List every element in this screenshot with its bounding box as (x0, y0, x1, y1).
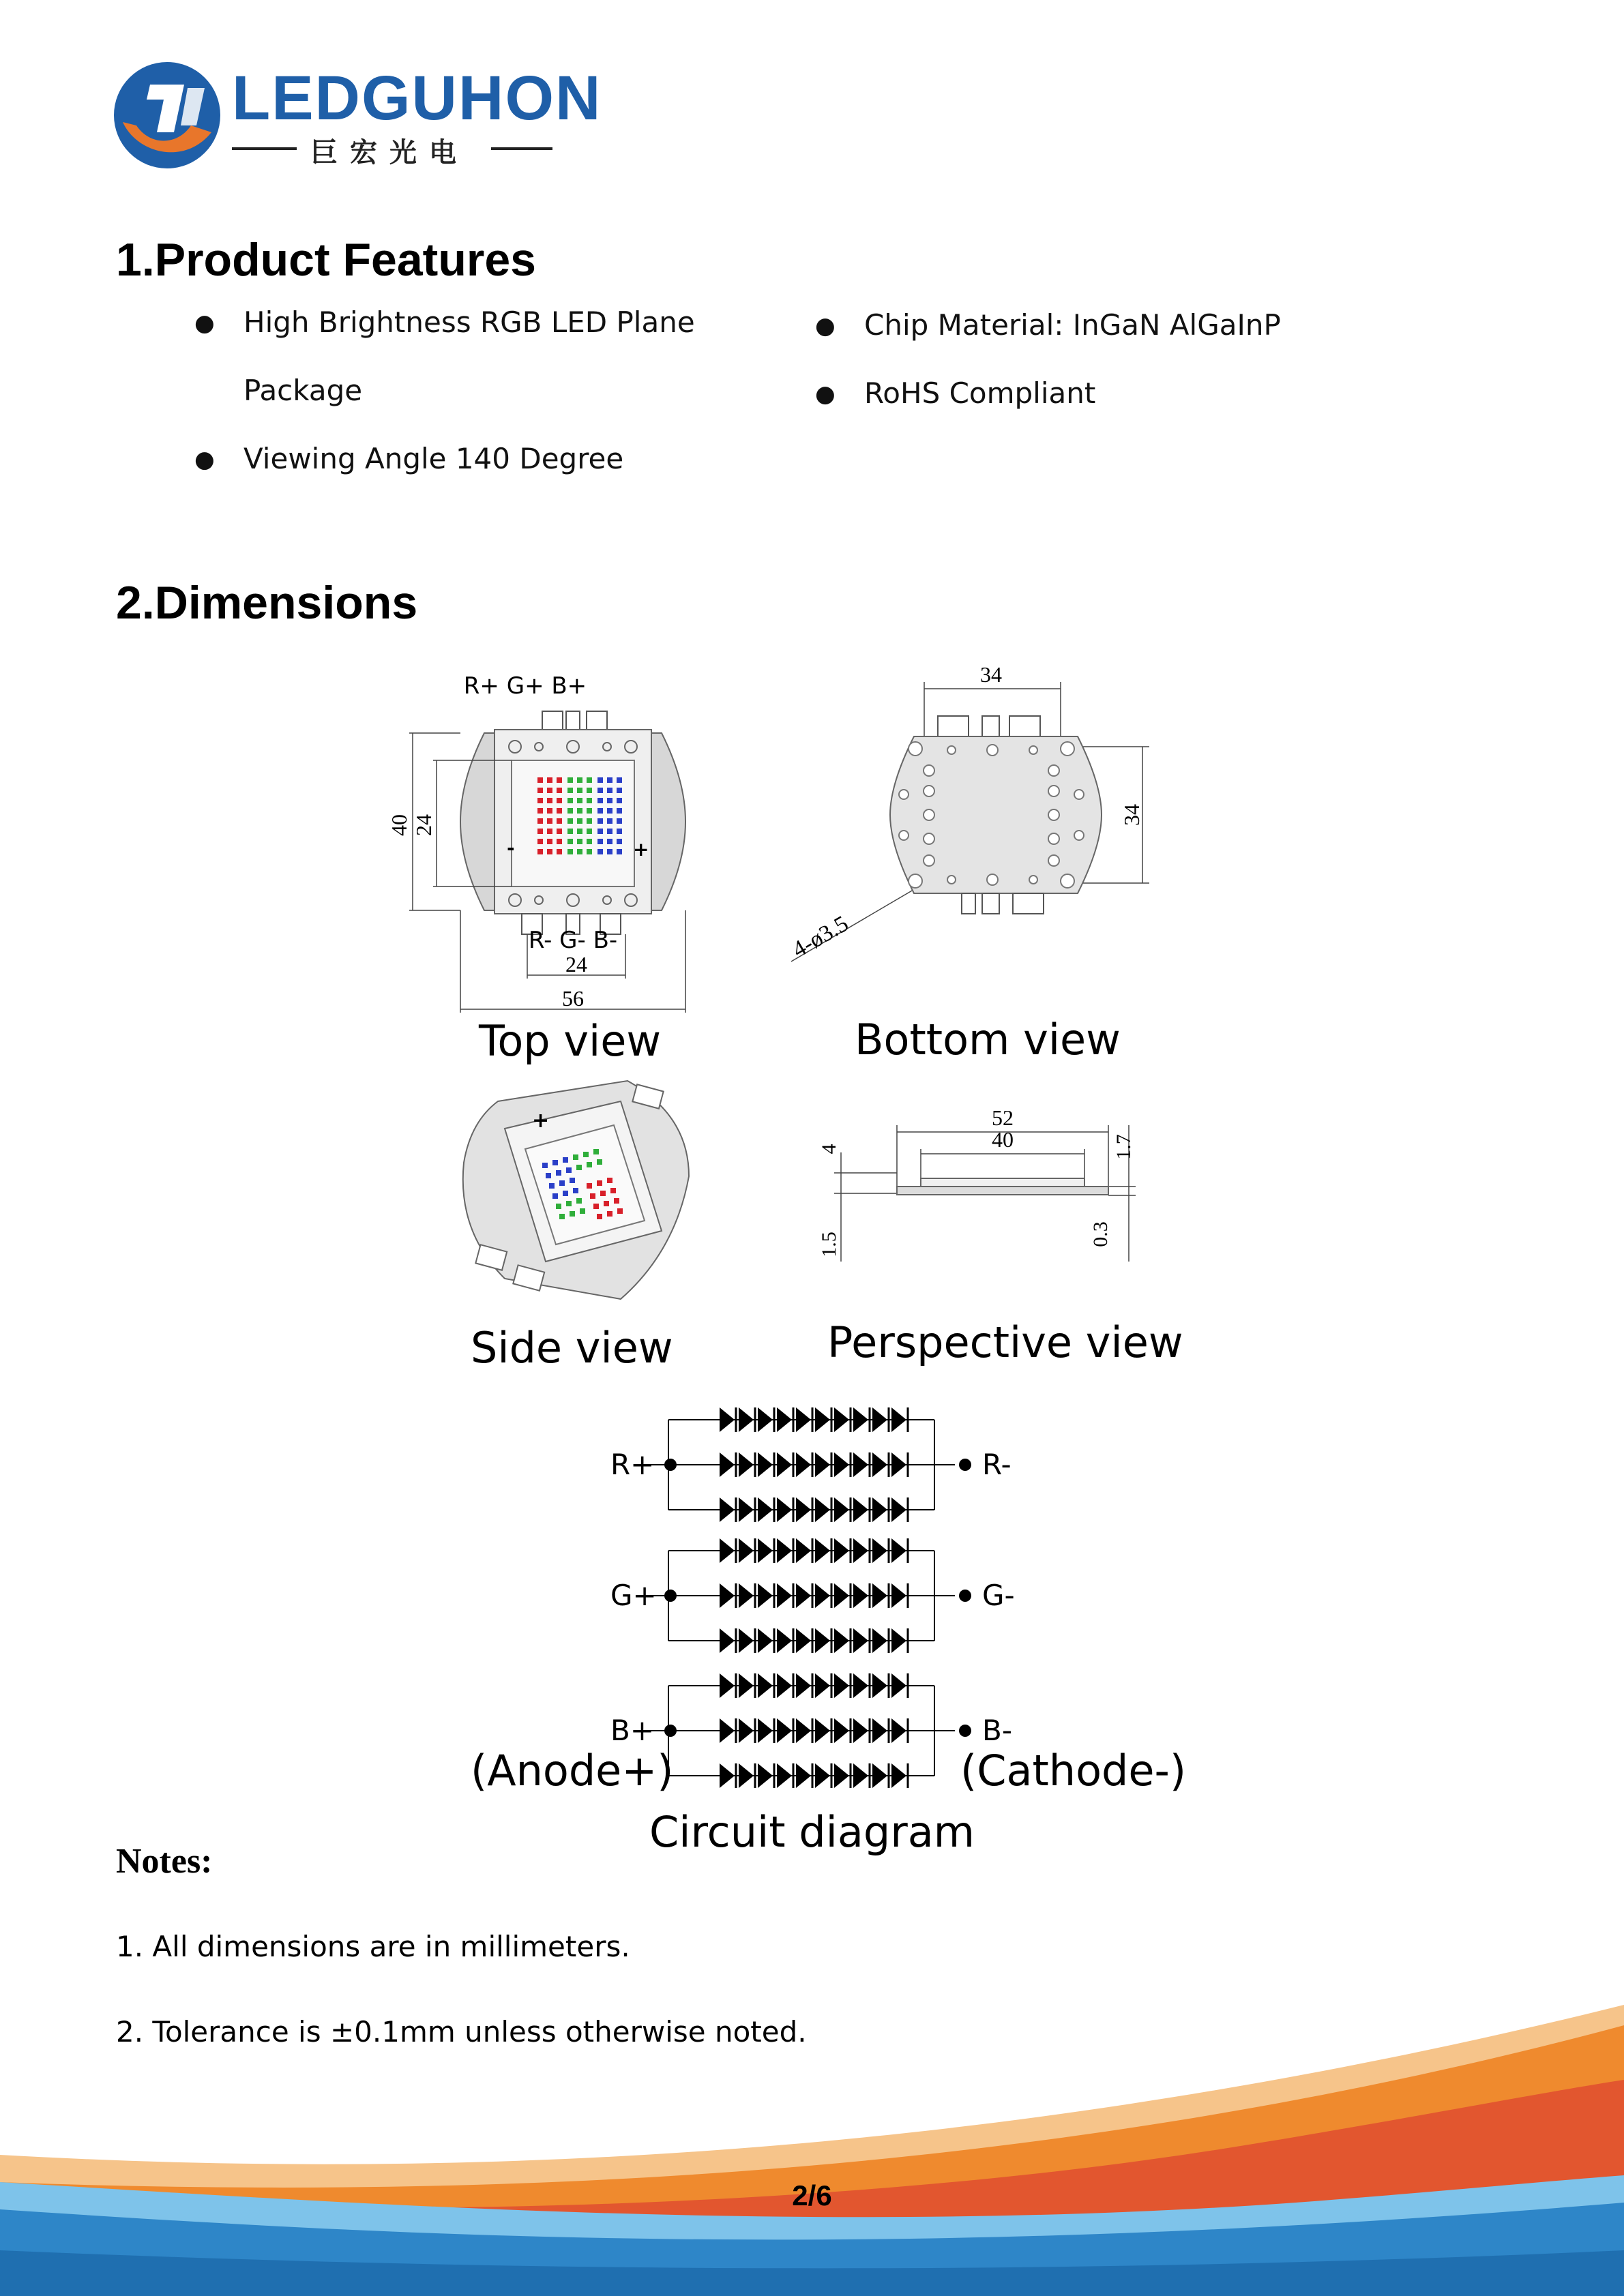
top-pins-label: R+ G+ B+ (463, 672, 587, 700)
svg-text:-: - (507, 837, 515, 859)
cathode-label: (Cathode-) (960, 1746, 1187, 1795)
side-view-drawing (457, 1074, 703, 1306)
r-minus-label: R- (982, 1448, 1012, 1481)
svg-text:34: 34 (1119, 804, 1144, 826)
bottom-pins-label: R- G- B- (528, 927, 618, 954)
anode-label: (Anode+) (471, 1746, 674, 1795)
perspective-view-drawing (815, 1098, 1149, 1268)
bottom-view-drawing (778, 661, 1160, 968)
svg-text:24: 24 (411, 814, 436, 836)
svg-text:4-ø3.5: 4-ø3.5 (788, 910, 853, 963)
top-view-drawing (382, 672, 703, 1019)
svg-text:1.7: 1.7 (1112, 1134, 1135, 1160)
dimensions-heading: 2.Dimensions (116, 577, 418, 629)
svg-text:0.3: 0.3 (1089, 1221, 1112, 1247)
circuit-diagram (464, 1391, 1200, 1800)
b-minus-label: B- (982, 1714, 1012, 1747)
svg-text:24: 24 (565, 952, 587, 976)
svg-text:56: 56 (562, 986, 584, 1011)
svg-text:40: 40 (992, 1127, 1014, 1152)
company-logo (109, 57, 602, 173)
side-view-caption: Side view (471, 1323, 673, 1373)
circuit-caption: Circuit diagram (649, 1807, 975, 1857)
note-item: 1. All dimensions are in millimeters. (116, 1930, 630, 1963)
features-heading: 1.Product Features (116, 234, 536, 286)
page-number: 2/6 (792, 2179, 832, 2211)
g-minus-label: G- (982, 1579, 1015, 1612)
svg-text:34: 34 (980, 662, 1002, 687)
logo-icon (109, 57, 225, 173)
r-plus-label: R+ (610, 1448, 655, 1481)
top-view-caption: Top view (479, 1016, 662, 1066)
g-plus-label: G+ (610, 1579, 657, 1612)
perspective-view-caption: Perspective view (827, 1317, 1183, 1367)
b-plus-label: B+ (610, 1714, 655, 1747)
bottom-view-caption: Bottom view (855, 1015, 1121, 1064)
svg-text:52: 52 (992, 1105, 1014, 1130)
svg-text:+: + (633, 838, 649, 861)
svg-text:+: + (532, 1109, 550, 1133)
svg-text:1.5: 1.5 (818, 1232, 840, 1257)
logo-chinese: 巨宏光电 (310, 137, 469, 168)
logo-wordmark: LEDGUHON (232, 63, 602, 133)
svg-text:40: 40 (387, 814, 411, 836)
note-item: 2. Tolerance is ±0.1mm unless otherwise noted. (116, 2015, 807, 2048)
svg-text:4: 4 (818, 1144, 840, 1154)
notes-heading: Notes: (116, 1842, 213, 1881)
